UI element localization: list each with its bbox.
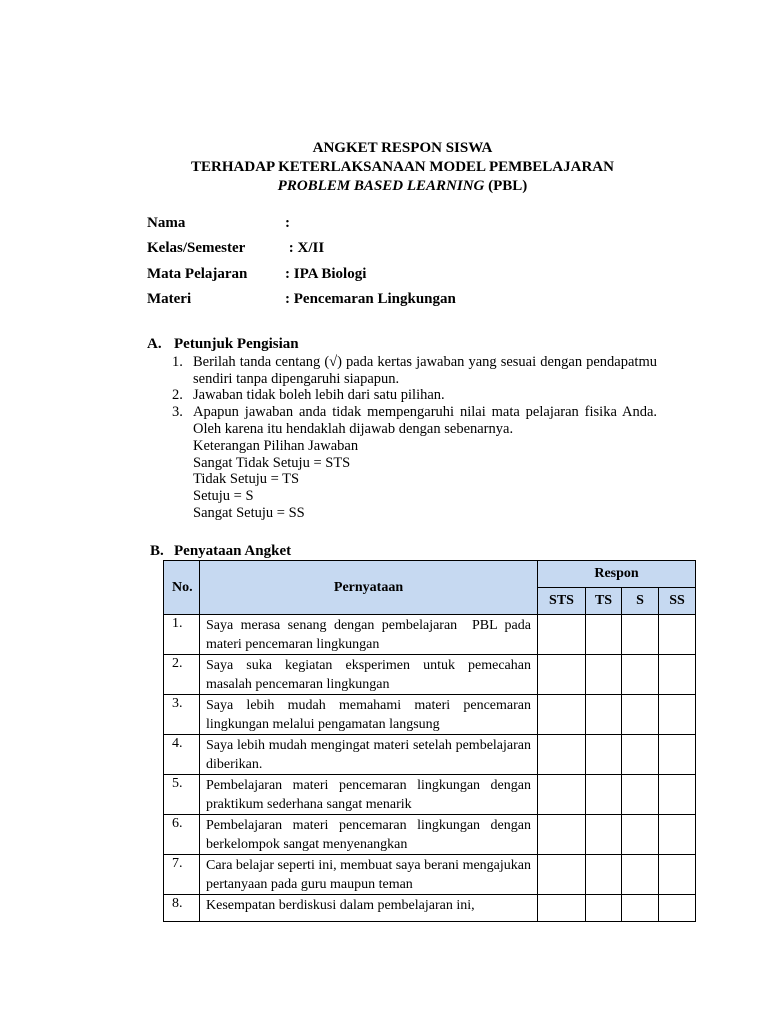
response-cell-ss[interactable] [659,775,696,815]
identity-value: : [285,215,290,231]
title-italic: PROBLEM BASED LEARNING [277,178,485,194]
response-cell-ss[interactable] [659,895,696,922]
table-row [164,655,696,695]
instruction-number: 1. [172,354,183,370]
response-cell-ss[interactable] [659,695,696,735]
response-cell-s[interactable] [622,655,659,695]
response-cell-s[interactable] [622,695,659,735]
response-cell-s[interactable] [622,615,659,655]
title-line-2: TERHADAP KETERLAKSANAAN MODEL PEMBELAJARAN [191,159,614,175]
header-statement: Pernyataan [200,561,538,615]
identity-value: : Pencemaran Lingkungan [285,291,456,307]
instruction-number: 2. [172,387,183,403]
instruction-number: 3. [172,404,183,420]
header-option-sts: STS [538,588,586,615]
row-statement: Saya lebih mudah mengingat materi setelah pembelajaran diberikan. [200,735,538,775]
response-cell-s[interactable] [622,815,659,855]
row-statement: Cara belajar seperti ini, membuat saya berani mengajukan pertanyaan pada guru maupun teman [200,855,538,895]
row-number: 5. [164,775,200,815]
response-cell-sts[interactable] [538,895,586,922]
response-cell-ts[interactable] [586,855,622,895]
title-suffix: (PBL) [484,178,528,194]
response-cell-sts[interactable] [538,615,586,655]
legend-line: Keterangan Pilihan Jawaban [193,438,359,454]
instruction-text: Berilah tanda centang (√) pada kertas jawaban yang sesuai dengan pendapatmu sendiri tanpa dipengaruhi siapapun. [193,354,657,387]
legend-line: Tidak Setuju = TS [193,471,300,487]
identity-label: Materi [147,291,192,307]
row-statement: Pembelajaran materi pencemaran lingkungan dengan praktikum sederhana sangat menarik [200,775,538,815]
table-row [164,855,696,895]
response-cell-ss[interactable] [659,615,696,655]
header-option-s: S [622,588,659,615]
instruction-item [172,354,657,387]
response-cell-s[interactable] [622,855,659,895]
header-no: No. [164,561,200,615]
row-number: 7. [164,855,200,895]
section-b-heading [150,541,291,561]
table-row [164,735,696,775]
legend-line: Sangat Tidak Setuju = STS [193,455,351,471]
legend-line: Setuju = S [193,488,254,504]
response-cell-ts[interactable] [586,695,622,735]
header-option-ts: TS [586,588,622,615]
section-title: Penyataan Angket [174,543,292,559]
row-statement: Saya lebih mudah memahami materi pencemaran lingkungan melalui pengamatan langsung [200,695,538,735]
header-option-ss: SS [659,588,696,615]
response-cell-ts[interactable] [586,655,622,695]
title-line-3 [0,176,768,196]
identity-label: Kelas/Semester [147,240,246,256]
response-cell-ts[interactable] [586,735,622,775]
row-number: 1. [164,615,200,655]
row-statement: Pembelajaran materi pencemaran lingkungan dengan berkelompok sangat menyenangkan [200,815,538,855]
row-number: 8. [164,895,200,922]
identity-value: : IPA Biologi [285,266,367,282]
identity-label: Nama [147,215,186,231]
response-cell-sts[interactable] [538,855,586,895]
response-cell-ts[interactable] [586,775,622,815]
row-number: 4. [164,735,200,775]
table-row [164,775,696,815]
section-title: Petunjuk Pengisian [174,336,299,352]
response-cell-ss[interactable] [659,655,696,695]
section-letter: A. [147,336,162,352]
response-cell-s[interactable] [622,775,659,815]
response-cell-s[interactable] [622,735,659,775]
response-cell-ts[interactable] [586,615,622,655]
response-cell-ss[interactable] [659,855,696,895]
response-cell-sts[interactable] [538,695,586,735]
instruction-item [172,387,657,404]
instruction-text: Jawaban tidak boleh lebih dari satu pilihan. [193,387,445,403]
row-statement: Saya merasa senang dengan pembelajaran PBL pada materi pencemaran lingkungan [200,615,538,655]
response-cell-sts[interactable] [538,655,586,695]
response-cell-ss[interactable] [659,815,696,855]
table-row [164,815,696,855]
section-a-heading [147,334,299,354]
response-cell-ts[interactable] [586,895,622,922]
response-cell-sts[interactable] [538,775,586,815]
instruction-item [172,404,657,437]
response-cell-ts[interactable] [586,815,622,855]
identity-value: : X/II [285,240,325,256]
response-cell-ss[interactable] [659,735,696,775]
row-number: 2. [164,655,200,695]
row-number: 3. [164,695,200,735]
instruction-text: Apapun jawaban anda tidak mempengaruhi nilai mata pelajaran fisika Anda. Oleh karena itu hendaklah dijawab dengan sebenarnya. [193,404,657,437]
table-row [164,615,696,655]
response-cell-sts[interactable] [538,815,586,855]
row-number: 6. [164,815,200,855]
row-statement: Kesempatan berdiskusi dalam pembelajaran ini, [200,895,538,922]
title-line-1: ANGKET RESPON SISWA [312,140,493,156]
legend-line: Sangat Setuju = SS [193,505,305,521]
row-statement: Saya suka kegiatan eksperimen untuk pemecahan masalah pencemaran lingkungan [200,655,538,695]
response-cell-sts[interactable] [538,735,586,775]
questionnaire-table [163,560,696,922]
table-row [164,895,696,922]
header-response: Respon [538,561,696,588]
table-row [164,695,696,735]
section-letter: B. [150,543,164,559]
identity-label: Mata Pelajaran [147,266,248,282]
response-cell-s[interactable] [622,895,659,922]
